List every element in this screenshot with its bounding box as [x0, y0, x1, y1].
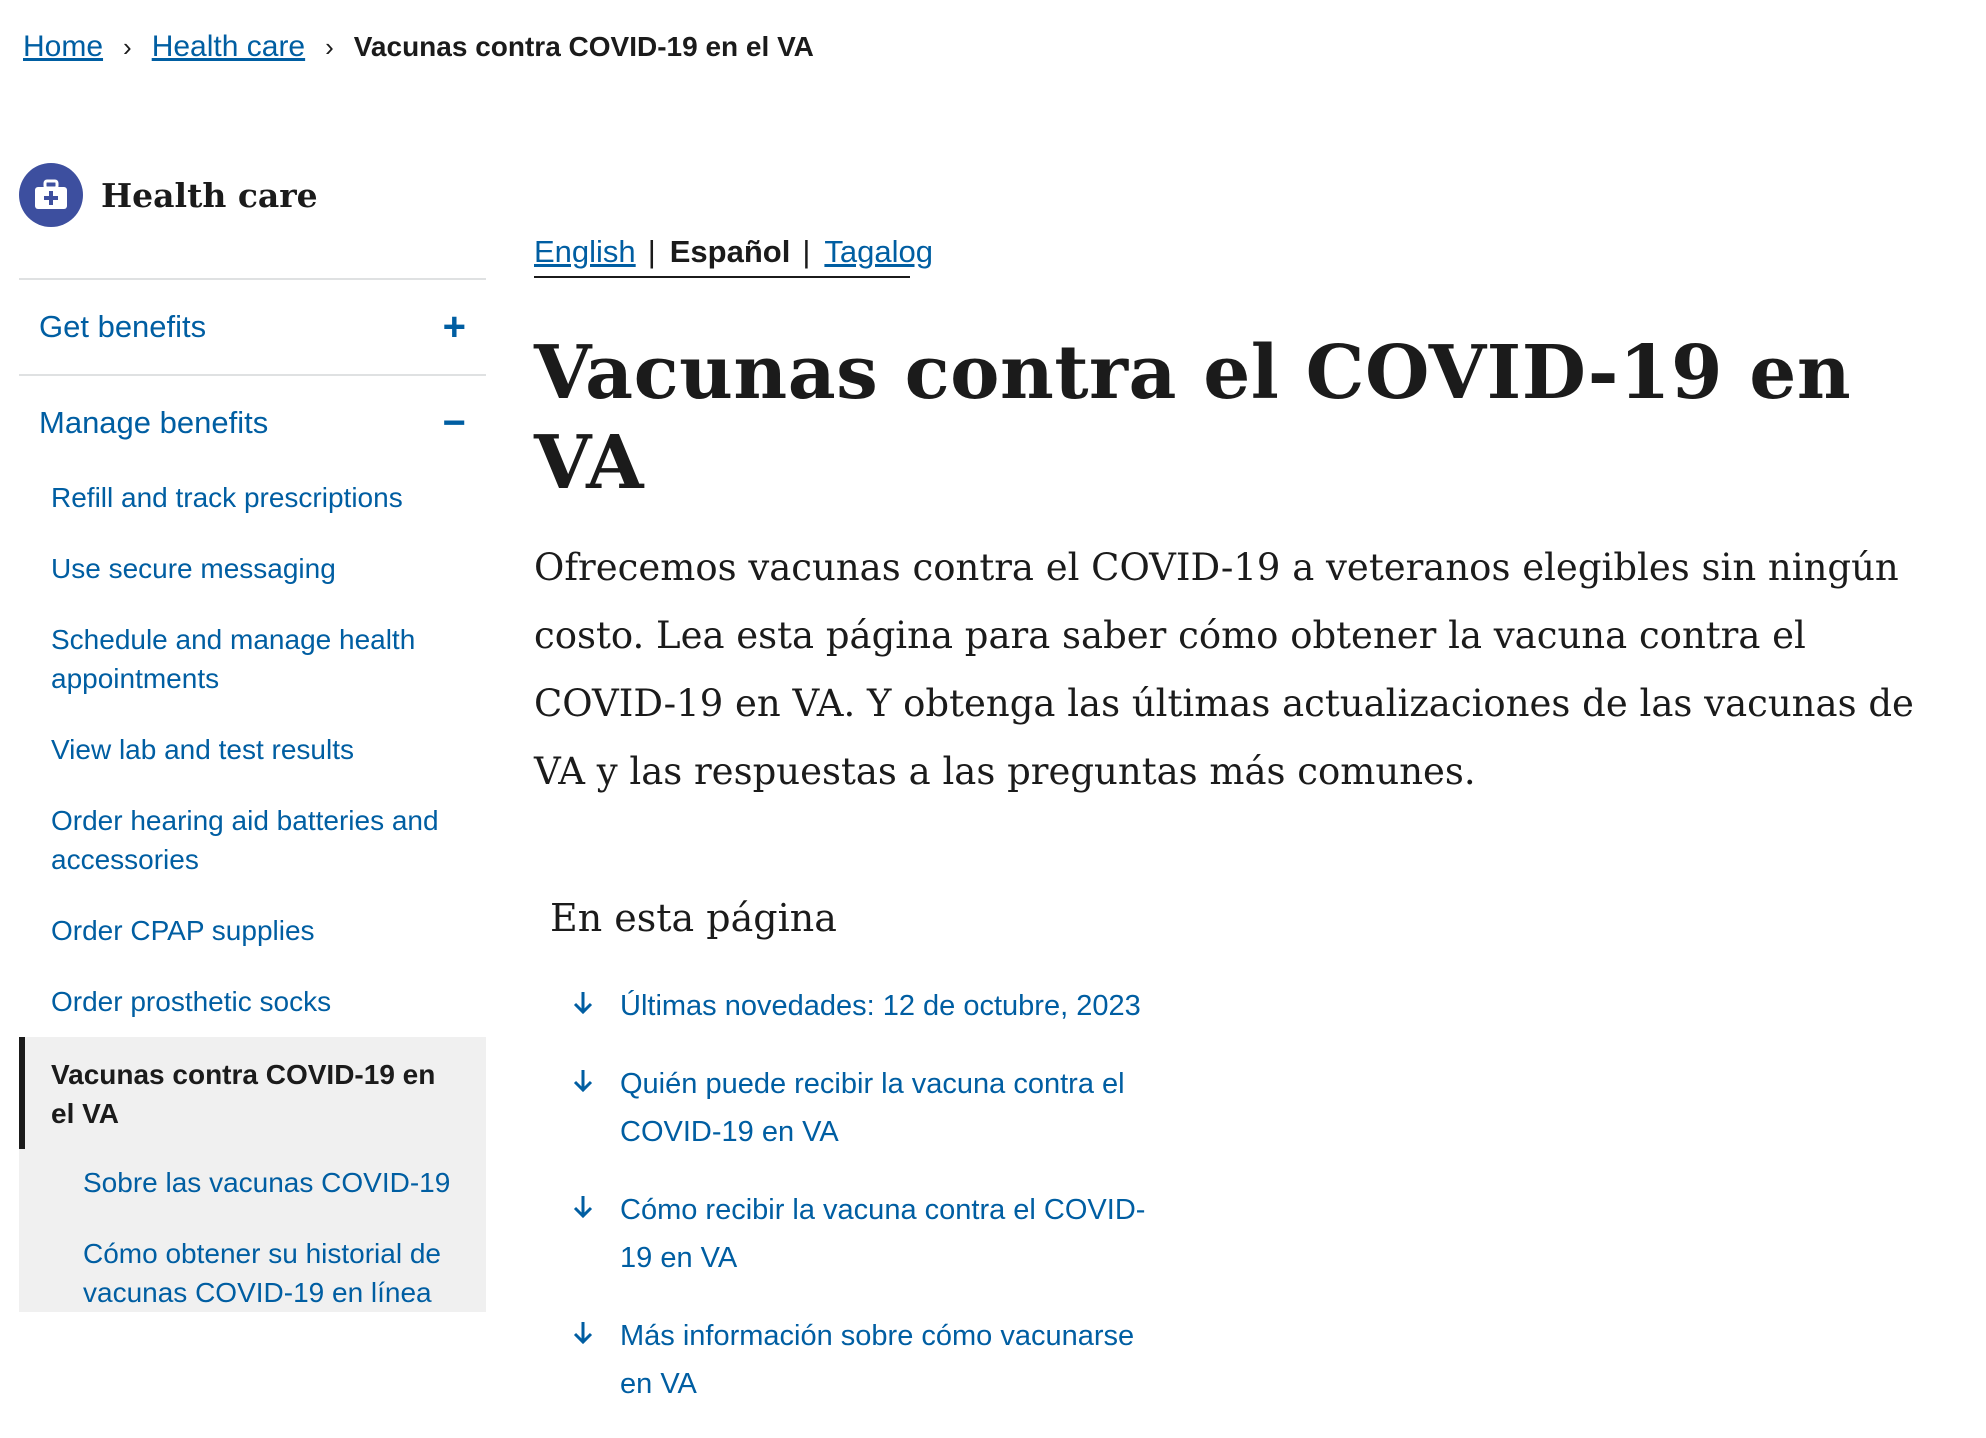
breadcrumb-current: Vacunas contra COVID-19 en el VA: [353, 31, 814, 62]
on-this-page: [534, 896, 1954, 1408]
toc-item[interactable]: [550, 982, 1150, 1030]
on-this-page-list: [550, 982, 1954, 1408]
sidebar-section-label: Get benefits: [39, 309, 207, 344]
language-english-link[interactable]: English: [534, 234, 636, 269]
medical-kit-icon: [19, 163, 83, 227]
sidebar-item-prosthetic-socks[interactable]: Order prosthetic socks: [51, 986, 332, 1017]
language-tagalog-link[interactable]: Tagalog: [824, 234, 933, 269]
on-this-page-title: En esta página: [550, 896, 837, 940]
sidebar-item-lab-results[interactable]: View lab and test results: [51, 734, 354, 765]
breadcrumb-separator: ›: [123, 31, 132, 62]
arrow-down-icon: [568, 1194, 598, 1220]
sidebar-subitem-vaccine-record[interactable]: Cómo obtener su historial de vacunas COVID-19 en línea: [83, 1238, 441, 1308]
sidebar-nav: [19, 160, 486, 1344]
sidebar-header: [19, 160, 486, 230]
sidebar-subitem-about-vaccines[interactable]: Sobre las vacunas COVID-19: [83, 1167, 451, 1198]
plus-icon[interactable]: +: [442, 305, 466, 349]
sidebar-item-cpap[interactable]: Order CPAP supplies: [51, 915, 315, 946]
page-title: Vacunas contra el COVID-19 en VA: [534, 330, 1852, 506]
minus-icon[interactable]: −: [442, 401, 466, 445]
language-underline: [534, 276, 910, 278]
toc-link[interactable]: Más información sobre cómo vacunarse en VA: [620, 1320, 1135, 1400]
language-espanol-current: Español: [669, 234, 791, 269]
sidebar-section-manage-benefits[interactable]: [19, 376, 486, 470]
toc-item[interactable]: [550, 1312, 1150, 1408]
breadcrumb-home-link[interactable]: Home: [23, 30, 104, 63]
sidebar-subitems: [19, 1149, 486, 1312]
sidebar-item-refill-prescriptions[interactable]: Refill and track prescriptions: [51, 482, 403, 513]
sidebar-item-active-covid-vaccines[interactable]: Vacunas contra COVID-19 en el VA: [19, 1037, 486, 1149]
language-switcher: [534, 228, 1954, 276]
toc-link[interactable]: Últimas novedades: 12 de octubre, 2023: [620, 990, 1141, 1022]
toc-link[interactable]: Cómo recibir la vacuna contra el COVID-19 en VA: [620, 1194, 1146, 1274]
toc-link[interactable]: Quién puede recibir la vacuna contra el COVID-19 en VA: [620, 1068, 1125, 1148]
breadcrumb-separator: ›: [325, 31, 334, 62]
sidebar-items: [19, 478, 486, 1021]
arrow-down-icon: [568, 1320, 598, 1346]
toc-item[interactable]: [550, 1186, 1150, 1282]
sidebar-item-appointments[interactable]: Schedule and manage health appointments: [51, 624, 416, 694]
arrow-down-icon: [568, 1068, 598, 1094]
breadcrumb: [23, 30, 814, 64]
toc-item[interactable]: [550, 1060, 1150, 1156]
sidebar-section-label: Manage benefits: [39, 405, 269, 440]
sidebar-item-secure-messaging[interactable]: Use secure messaging: [51, 553, 336, 584]
breadcrumb-health-care-link[interactable]: Health care: [151, 30, 306, 63]
language-divider: |: [647, 234, 656, 269]
intro-paragraph: Ofrecemos vacunas contra el COVID-19 a veteranos elegibles sin ningún costo. Lea esta página para saber cómo obtener la vacuna contra el COVID-19 en VA. Y obtenga las últimas actualizaciones de las vacunas de VA y las respuestas a las preguntas más comunes.: [534, 546, 1914, 793]
sidebar-section-get-benefits[interactable]: [19, 280, 486, 374]
arrow-down-icon: [568, 990, 598, 1016]
sidebar-title: Health care: [101, 175, 318, 215]
main-content: [534, 228, 1954, 1438]
sidebar-item-hearing-aid[interactable]: Order hearing aid batteries and accessories: [51, 805, 439, 875]
language-divider: |: [802, 234, 811, 269]
